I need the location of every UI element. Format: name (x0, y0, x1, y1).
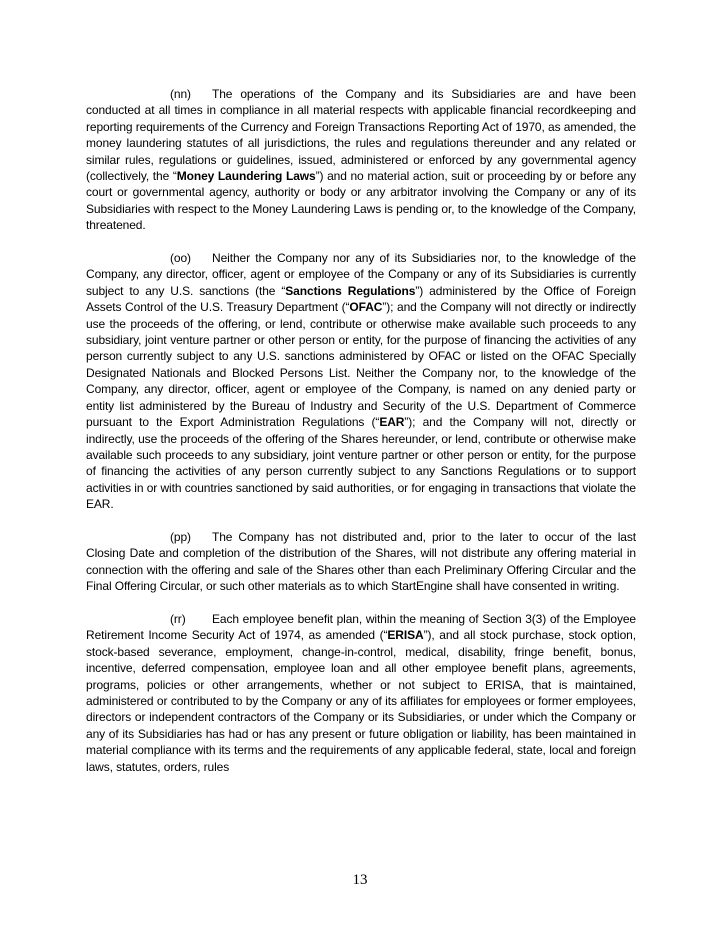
document-body (86, 86, 636, 791)
paragraph-text: ”) and no material action, suit or proceeding by or before any court or governmental agency, authority or body or any arbitrator involving the Company or any of its Subsidiaries with respect to the Money Laundering Laws is pending or, to the knowledge of the Company, threatened. (86, 169, 636, 233)
paragraph-text: ”); and the Company will not directly or indirectly use the proceeds of the offering, or lend, contribute or otherwise make available such proceeds to any subsidiary, joint venture partner or other person or entity, for the purpose of financing the activities of any person currently subject to any U.S. sanctions administered by OFAC or listed on the OFAC Specially Designated Nationals and Blocked Persons List. Neither the Company nor, to the knowledge of the Company, any director, officer, agent or employee of the Company, is named on any denied party or entity list administered by the Bureau of Industry and Security of the U.S. Department of Commerce pursuant to the Export Administration Regulations (“ (86, 300, 636, 430)
paragraph-label: (pp) (170, 529, 191, 544)
paragraph-text: ”), and all stock purchase, stock option, stock-based severance, employment, change-in-control, medical, disability, fringe benefit, bonus, incentive, deferred compensation, employee loan and all other employee benefit plans, agreements, programs, policies or other arrangements, whether or not subject to ERISA, that is maintained, administered or contributed to by the Company or any of its affiliates for employees or former employees, directors or independent contractors of the Company or its Subsidiaries, or under which the Company or any of its Subsidiaries has had or has any present or future obligation or liability, has been maintained in material compliance with its terms and the requirements of any applicable federal, state, local and foreign laws, statutes, orders, rules (86, 628, 636, 774)
paragraph-label: (nn) (170, 87, 191, 101)
paragraph-text: The Company has not distributed and, prior to the later to occur of the last Closing Date and completion of the distribution of the Shares, will not distribute any offering material in connection with the offering and sale of the Shares other than each Preliminary Offering Circular and the Final Offering Circular, or such other materials as to which StartEngine shall have consented in writing. (86, 529, 636, 594)
defined-term: EAR (379, 415, 405, 430)
defined-term: Sanctions Regulations (285, 283, 416, 298)
paragraph-text: ”) administered by the Office of Foreign Assets Control of the U.S. Treasury Department (“ (86, 283, 636, 315)
defined-term: Money Laundering Laws (176, 169, 316, 184)
page-number: 13 (352, 872, 368, 888)
paragraph-pp (86, 529, 636, 595)
paragraph-nn (86, 86, 636, 234)
defined-term: OFAC (349, 300, 383, 315)
paragraph-label: (oo) (170, 251, 191, 266)
paragraph-text: ”); and the Company will not, directly or indirectly, use the proceeds of the offering of the Shares hereunder, or lend, contribute or otherwise make available such proceeds to any subsidiary, joint venture partner or other person or entity, for the purpose of financing the activities of any person currently subject to any Sanctions Regulations or to support activities in or with countries sanctioned by said authorities, or for engaging in transactions that violate the EAR. (86, 415, 636, 512)
paragraph-label: (rr) (170, 611, 186, 626)
paragraph-text: Each employee benefit plan, within the meaning of Section 3(3) of the Employee Retirement Income Security Act of 1974, as amended (“ (86, 611, 636, 643)
paragraph-oo (86, 250, 636, 513)
defined-term: ERISA (387, 628, 424, 643)
paragraph-text: The operations of the Company and its Subsidiaries are and have been conducted at all times in compliance in all material respects with applicable financial recordkeeping and reporting requirements of the Currency and Foreign Transactions Reporting Act of 1970, as amended, the money laundering statutes of all jurisdictions, the rules and regulations thereunder and any related or similar rules, regulations or guidelines, issued, administered or enforced by any governmental agency (collectively, the “ (86, 87, 636, 184)
paragraph-rr (86, 611, 636, 775)
paragraph-text: Neither the Company nor any of its Subsidiaries nor, to the knowledge of the Company, any director, officer, agent or employee of the Company or any of its Subsidiaries is currently subject to any U.S. sanctions (the “ (86, 251, 636, 298)
